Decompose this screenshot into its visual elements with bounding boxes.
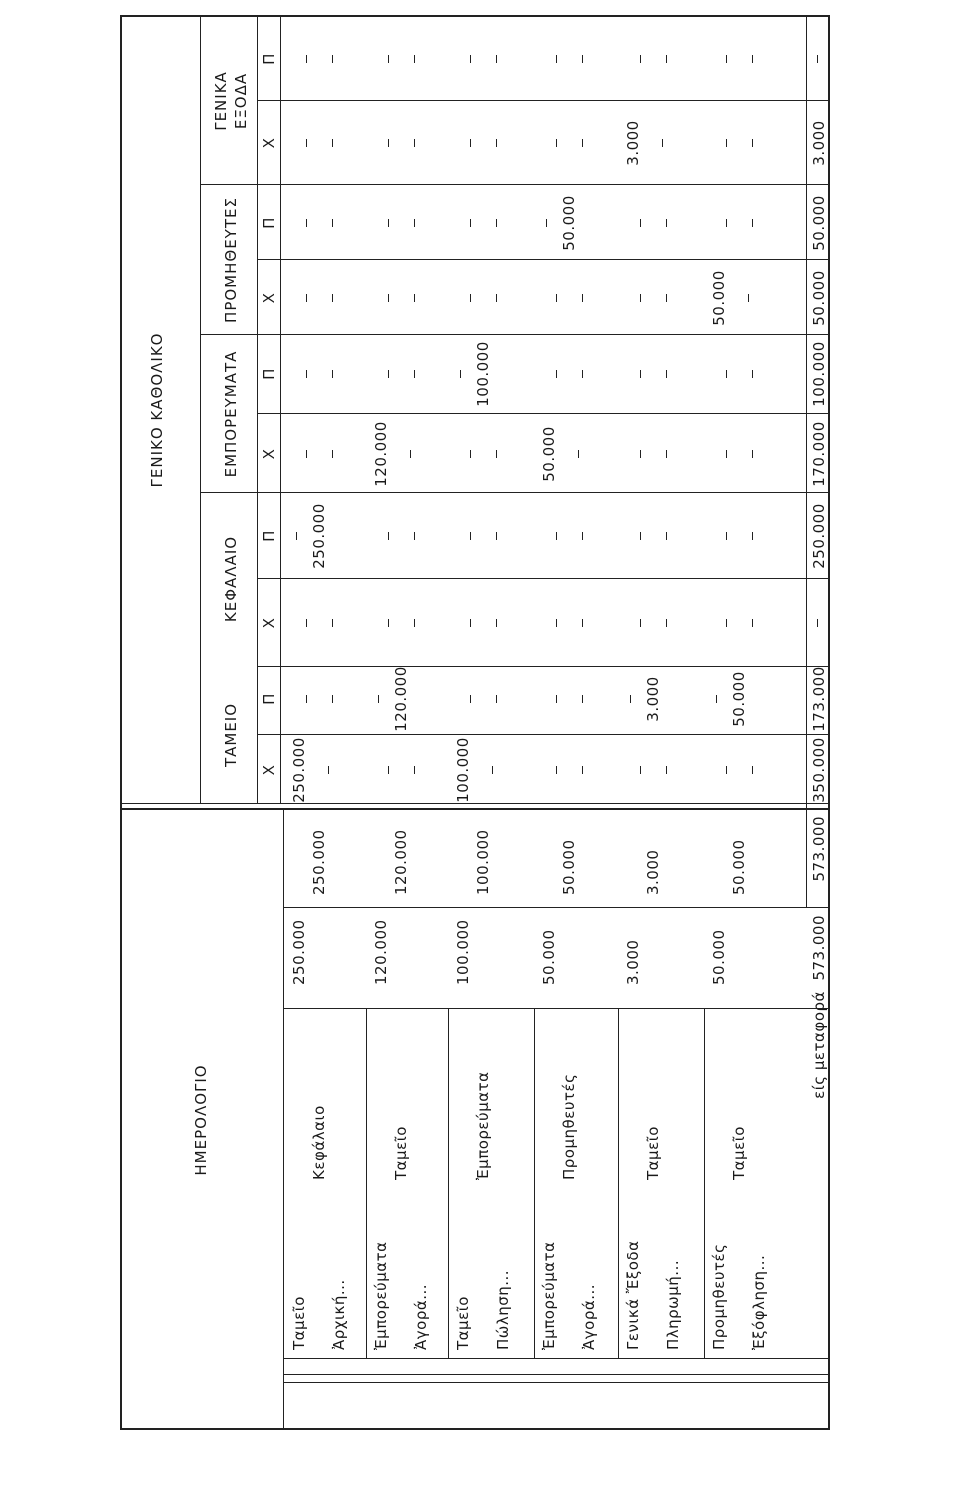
journal-col-line-5 xyxy=(283,907,828,908)
ledger-amount: 120.000 xyxy=(392,666,410,732)
ledger-dash-mark xyxy=(640,619,641,627)
ledger-dash-mark xyxy=(306,55,307,63)
account-header-emporeumata: ΕΜΠΟΡΕΥΜΑΤΑ xyxy=(222,350,240,478)
carry-forward-label: είς μεταφορά xyxy=(810,991,828,1099)
ledger-dash-mark xyxy=(582,619,583,627)
debit-col-header: Χ xyxy=(260,448,278,460)
ledger-dash-mark xyxy=(332,294,333,302)
journal-debit-amount: 3.000 xyxy=(624,939,642,985)
ledger-dash-mark xyxy=(640,766,641,774)
ledger-dash-mark xyxy=(630,695,631,703)
ledger-dash-mark xyxy=(640,532,641,540)
ledger-dash-mark xyxy=(666,619,667,627)
journal-entry-separator xyxy=(534,1009,535,1359)
journal-description: Ἀγορά... xyxy=(580,1283,598,1350)
account-header-promitheutes: ΠΡΟΜΗΘΕΥΤΕΣ xyxy=(222,197,240,323)
ledger-dash-mark xyxy=(470,219,471,227)
ledger-dash-mark xyxy=(726,55,727,63)
ledger-dash-mark xyxy=(666,532,667,540)
ledger-dash-mark xyxy=(388,532,389,540)
ledger-acc-sep-1 xyxy=(257,666,828,667)
journal-credit-amount: 100.000 xyxy=(474,829,492,895)
ledger-dash-mark xyxy=(726,450,727,458)
ledger-dash-mark xyxy=(460,370,461,378)
ledger-dash-mark xyxy=(582,695,583,703)
journal-credit-account: Ταμεῖο xyxy=(644,1126,662,1180)
credit-col-header: Π xyxy=(260,217,278,229)
ledger-dash-mark xyxy=(578,450,579,458)
ledger-dash-mark xyxy=(582,294,583,302)
ledger-dash-mark xyxy=(332,450,333,458)
ledger-dash-mark xyxy=(470,450,471,458)
debit-col-header: Χ xyxy=(260,137,278,149)
ledger-dash-mark xyxy=(332,139,333,147)
ledger-dash-mark xyxy=(726,370,727,378)
ledger-dash-mark xyxy=(726,532,727,540)
journal-credit-account: Ταμεῖο xyxy=(730,1126,748,1180)
ledger-amount: 250.000 xyxy=(290,737,308,803)
ledger-dash-mark xyxy=(378,695,379,703)
journal-debit-amount: 50.000 xyxy=(540,929,558,985)
ledger-dash-mark xyxy=(306,619,307,627)
ledger-dash-mark xyxy=(496,450,497,458)
ledger-dash-mark xyxy=(666,219,667,227)
journal-credit-account: Προμηθευτές xyxy=(560,1073,578,1180)
total-line xyxy=(806,17,807,908)
section-divider-inner xyxy=(120,803,830,804)
ledger-dash-mark xyxy=(328,766,329,774)
ledger-dash-mark xyxy=(388,139,389,147)
ledger-acc-sep-4 xyxy=(200,184,828,185)
ledger-dash-mark xyxy=(640,370,641,378)
ledger-xp-sep-4 xyxy=(257,259,828,260)
ledger-amount: 50.000 xyxy=(540,426,558,482)
journal-col-line-4 xyxy=(283,1008,828,1009)
ledger-dash-mark xyxy=(582,139,583,147)
ledger-dash-mark xyxy=(726,139,727,147)
ledger-dash-mark xyxy=(414,370,415,378)
ledger-dash-mark xyxy=(716,695,717,703)
journal-credit-account: Ἐμπορεύματα xyxy=(474,1071,492,1180)
journal-credit-amount: 250.000 xyxy=(310,829,328,895)
ledger-dash-mark xyxy=(726,619,727,627)
ledger-dash-mark xyxy=(752,619,753,627)
ledger-dash-mark xyxy=(306,219,307,227)
ledger-total-debit: 170.000 xyxy=(810,421,828,487)
journal-debit-amount: 100.000 xyxy=(454,919,472,985)
journal-description: Πώληση... xyxy=(494,1269,512,1350)
ledger-dash-mark xyxy=(414,766,415,774)
ledger-dash-mark xyxy=(470,139,471,147)
ledger-dash-mark xyxy=(306,294,307,302)
ledger-dash-mark xyxy=(414,294,415,302)
journal-col-line-3 xyxy=(283,1358,828,1359)
ledger-dash-mark xyxy=(470,619,471,627)
credit-col-header: Π xyxy=(260,693,278,705)
ledger-dash-mark xyxy=(414,139,415,147)
ledger-dash-mark xyxy=(582,370,583,378)
ledger-dash-mark xyxy=(666,55,667,63)
journal-debit-amount: 50.000 xyxy=(710,929,728,985)
ledger-xp-sep-1 xyxy=(257,734,828,735)
journal-description: Πληρωμή... xyxy=(664,1259,682,1350)
account-header-exoda: ΕΞΟΔΑ xyxy=(232,72,250,130)
debit-col-header: Χ xyxy=(260,292,278,304)
ledger-dash-mark xyxy=(556,55,557,63)
ledger-dash-mark xyxy=(752,55,753,63)
ledger-dash-mark xyxy=(556,294,557,302)
frame-top xyxy=(120,15,122,1430)
journal-debit-amount: 120.000 xyxy=(372,919,390,985)
ledger-dash-mark xyxy=(582,55,583,63)
ledger-dash-mark xyxy=(666,766,667,774)
journal-entry-separator xyxy=(704,1009,705,1359)
credit-col-header: Π xyxy=(260,53,278,65)
account-header-tameio: ΤΑΜΕΙΟ xyxy=(222,702,240,768)
ledger-dash-mark xyxy=(752,450,753,458)
frame-right xyxy=(120,15,830,17)
journal-credit-amount: 120.000 xyxy=(392,829,410,895)
frame-bottom xyxy=(828,15,830,1430)
ledger-acc-sep-2 xyxy=(200,492,828,493)
ledger-dash-mark xyxy=(332,370,333,378)
ledger-dash-mark xyxy=(470,695,471,703)
ledger-dash-mark xyxy=(726,766,727,774)
ledger-dash-mark xyxy=(546,219,547,227)
ledger-amount: 50.000 xyxy=(560,195,578,251)
ledger-amount: 120.000 xyxy=(372,421,390,487)
ledger-dash-mark xyxy=(752,532,753,540)
ledger-dash-mark xyxy=(640,55,641,63)
journal-description: Ἀγορά... xyxy=(412,1283,430,1350)
credit-col-header: Π xyxy=(260,368,278,380)
ledger-amount: 3.000 xyxy=(624,120,642,166)
ledger-dash-mark xyxy=(496,619,497,627)
ledger-total-credit: 250.000 xyxy=(810,503,828,569)
ledger-dash-mark xyxy=(726,219,727,227)
journal-debit-account: Γενικά Ἔξοδα xyxy=(624,1240,642,1350)
journal-credit-account: Κεφάλαιο xyxy=(310,1105,328,1180)
ledger-dash-mark xyxy=(388,370,389,378)
journal-entry-separator xyxy=(618,1009,619,1359)
ledger-dash-mark xyxy=(640,219,641,227)
ledger-dash-mark xyxy=(666,450,667,458)
debit-col-header: Χ xyxy=(260,617,278,629)
ledger-dash-mark xyxy=(662,139,663,147)
ledger-dash-mark xyxy=(388,294,389,302)
ledger-dash-mark xyxy=(414,55,415,63)
ledger-dash-mark xyxy=(582,532,583,540)
ledger-xp-sep-3 xyxy=(257,413,828,414)
ledger-amount: 100.000 xyxy=(474,341,492,407)
ledger-amount: 250.000 xyxy=(310,503,328,569)
ledger-dash-mark xyxy=(556,619,557,627)
ledger-dash-mark xyxy=(492,766,493,774)
ledger-dash-mark xyxy=(306,695,307,703)
ledger-xp-sep-2 xyxy=(257,578,828,579)
ledger-dash-mark xyxy=(306,370,307,378)
account-header-genika: ΓΕΝΙΚΑ xyxy=(212,71,230,131)
ledger-dash-mark xyxy=(470,55,471,63)
ledger-dash-mark xyxy=(666,370,667,378)
accounting-sheet xyxy=(120,15,830,1430)
ledger-dash-mark xyxy=(306,450,307,458)
journal-debit-account: Ταμεῖο xyxy=(290,1296,308,1350)
journal-debit-account: Ἐμπορεύματα xyxy=(372,1241,390,1350)
ledger-dash-mark xyxy=(332,55,333,63)
journal-description: Ἐξόφληση... xyxy=(750,1254,768,1350)
ledger-dash-mark xyxy=(496,55,497,63)
ledger-dash-mark xyxy=(496,219,497,227)
journal-col-line-2 xyxy=(283,1374,828,1375)
ledger-acc-sep-3 xyxy=(200,334,828,335)
ledger-dash-mark xyxy=(556,695,557,703)
ledger-dash-mark xyxy=(388,766,389,774)
ledger-dash-mark xyxy=(496,294,497,302)
ledger-dash-mark xyxy=(640,294,641,302)
journal-debit-amount: 250.000 xyxy=(290,919,308,985)
ledger-dash-mark xyxy=(496,139,497,147)
journal-credit-amount: 50.000 xyxy=(560,839,578,895)
ledger-dash-mark xyxy=(414,619,415,627)
ledger-total-debit: 3.000 xyxy=(810,120,828,166)
ledger-dash-mark xyxy=(752,219,753,227)
ledger-account-line xyxy=(257,17,258,803)
journal-col-line-1 xyxy=(283,1382,828,1383)
ledger-dash-mark xyxy=(556,139,557,147)
journal-title: ΗΜΕΡΟΛΟΓΙΟ xyxy=(192,1064,210,1176)
section-divider xyxy=(120,808,830,810)
ledger-total-credit: 50.000 xyxy=(810,195,828,251)
journal-debit-account: Προμηθευτές xyxy=(710,1243,728,1350)
journal-entry-separator xyxy=(448,1009,449,1359)
total-credit: 573.000 xyxy=(810,816,828,882)
ledger-dash-mark xyxy=(388,55,389,63)
ledger-amount: 100.000 xyxy=(454,737,472,803)
frame-left xyxy=(120,1428,830,1430)
ledger-dash-mark xyxy=(388,219,389,227)
ledger-total-credit: 100.000 xyxy=(810,341,828,407)
ledger-total-debit: 350.000 xyxy=(810,737,828,803)
ledger-dash-mark xyxy=(332,695,333,703)
journal-entry-separator xyxy=(366,1009,367,1359)
ledger-dash-mark xyxy=(470,294,471,302)
ledger-dash-mark xyxy=(414,219,415,227)
ledger-dash-mark xyxy=(556,370,557,378)
ledger-dash-mark xyxy=(640,450,641,458)
journal-header-line xyxy=(283,810,284,1430)
ledger-dash-mark xyxy=(410,450,411,458)
ledger-dash-mark xyxy=(496,532,497,540)
journal-debit-account: Ἐμπορεύματα xyxy=(540,1241,558,1350)
ledger-dash-mark xyxy=(666,294,667,302)
journal-description: Ἀρχική... xyxy=(330,1279,348,1350)
ledger-amount: 50.000 xyxy=(730,671,748,727)
ledger-dash-mark xyxy=(296,532,297,540)
ledger-dash-mark xyxy=(817,55,818,63)
ledger-dash-mark xyxy=(414,532,415,540)
ledger-title: ΓΕΝΙΚΟ ΚΑΘΟΛΙΚΟ xyxy=(148,332,166,488)
ledger-total-debit: 50.000 xyxy=(810,270,828,326)
debit-col-header: Χ xyxy=(260,764,278,776)
journal-credit-amount: 50.000 xyxy=(730,839,748,895)
ledger-dash-mark xyxy=(582,766,583,774)
ledger-dash-mark xyxy=(817,619,818,627)
ledger-dash-mark xyxy=(332,219,333,227)
ledger-dash-mark xyxy=(556,766,557,774)
account-header-kefalaio: ΚΕΦΑΛΑΙΟ xyxy=(222,535,240,623)
ledger-dash-mark xyxy=(752,139,753,147)
ledger-dash-mark xyxy=(470,532,471,540)
journal-credit-account: Ταμεῖο xyxy=(392,1126,410,1180)
ledger-dash-mark xyxy=(556,532,557,540)
ledger-dash-mark xyxy=(332,619,333,627)
journal-credit-amount: 3.000 xyxy=(644,849,662,895)
ledger-xp-sep-5 xyxy=(257,100,828,101)
ledger-dash-mark xyxy=(752,766,753,774)
ledger-title-line xyxy=(200,17,201,803)
total-debit: 573.000 xyxy=(810,915,828,981)
ledger-dash-mark xyxy=(388,619,389,627)
ledger-xp-line xyxy=(280,17,281,803)
ledger-total-credit: 173.000 xyxy=(810,666,828,732)
ledger-amount: 3.000 xyxy=(644,676,662,722)
credit-col-header: Π xyxy=(260,530,278,542)
journal-debit-account: Ταμεῖο xyxy=(454,1296,472,1350)
ledger-dash-mark xyxy=(496,695,497,703)
ledger-dash-mark xyxy=(752,370,753,378)
ledger-amount: 50.000 xyxy=(710,270,728,326)
ledger-dash-mark xyxy=(748,294,749,302)
ledger-dash-mark xyxy=(306,139,307,147)
